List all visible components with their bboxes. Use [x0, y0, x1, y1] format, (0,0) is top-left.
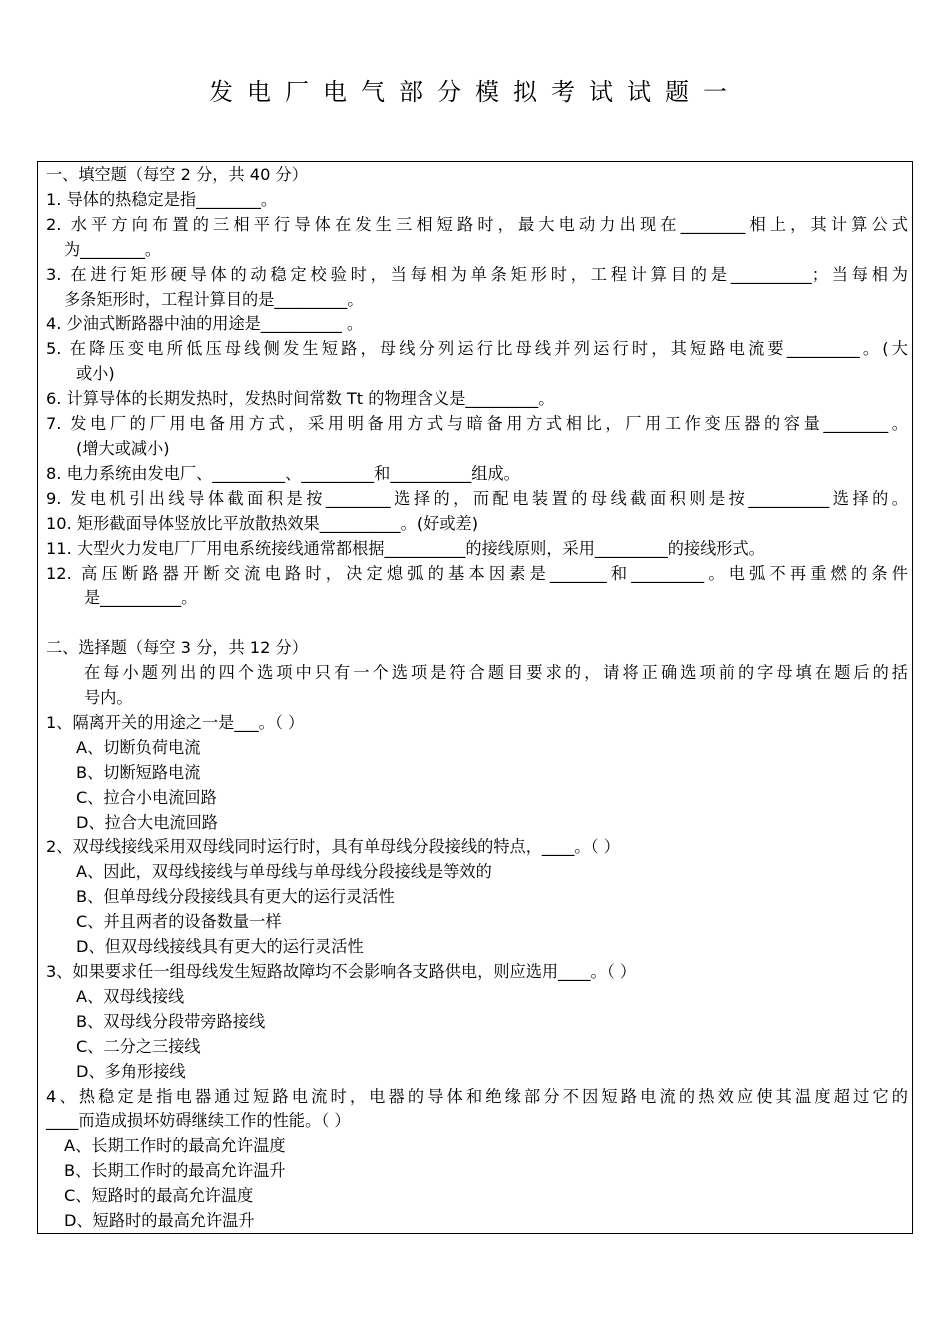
choice-option: C、二分之三接线	[76, 1036, 201, 1056]
choice-question-stem: ____而造成损坏妨碍继续工作的性能。（ ）	[46, 1111, 351, 1131]
choice-option: C、拉合小电流回路	[76, 787, 217, 807]
question-line: 12. 高压断路器开断交流电路时，决定熄弧的基本因素是_______和_________。电弧不再重燃的条件	[46, 563, 908, 583]
choice-option: C、短路时的最高允许温度	[64, 1186, 254, 1206]
question-line: 10. 矩形截面导体竖放比平放散热效果__________。(好或差)	[46, 513, 479, 533]
question-line: 或小)	[76, 364, 115, 384]
choice-option: B、双母线分段带旁路接线	[76, 1011, 266, 1031]
section-heading-choice: 二、选择题（每空 3 分，共 12 分）	[46, 638, 308, 658]
choice-option: D、短路时的最高允许温升	[64, 1211, 255, 1231]
question-line: 5. 在降压变电所低压母线侧发生短路，母线分列运行比母线并列运行时，其短路电流要_________。(大	[46, 339, 908, 359]
page-title: 发电厂电气部分模拟考试试题一	[209, 78, 741, 106]
choice-question-stem: 3、如果要求任一组母线发生短路故障均不会影响各支路供电，则应选用____。（ ）	[46, 961, 637, 981]
choice-option: C、并且两者的设备数量一样	[76, 912, 282, 932]
choice-question-stem: 4、热稳定是指电器通过短路电流时，电器的导体和绝缘部分不因短路电流的热效应使其温度超过它的	[46, 1086, 908, 1106]
choice-option: A、长期工作时的最高允许温度	[64, 1136, 286, 1156]
choice-option: D、拉合大电流回路	[76, 812, 218, 832]
question-line: 1. 导体的热稳定是指________。	[46, 189, 278, 209]
question-line: 多条矩形时，工程计算目的是_________。	[64, 289, 364, 309]
instructions-line: 在每小题列出的四个选项中只有一个选项是符合题目要求的，请将正确选项前的字母填在题后的括	[84, 663, 908, 683]
question-line: 2. 水平方向布置的三相平行导体在发生三相短路时，最大电动力出现在________相上，其计算公式	[46, 214, 908, 234]
question-line: 9. 发电机引出线导体截面积是按________选择的，而配电装置的母线截面积则是按__________选择的。	[46, 488, 908, 508]
question-line: 7. 发电厂的厂用电备用方式，采用明备用方式与暗备用方式相比，厂用工作变压器的容量________。	[46, 414, 908, 434]
choice-option: B、长期工作时的最高允许温升	[64, 1161, 286, 1181]
question-line: 4. 少油式断路器中油的用途是__________ 。	[46, 314, 364, 334]
choice-question-stem: 1、隔离开关的用途之一是___。（ ）	[46, 712, 305, 732]
choice-option: A、双母线接线	[76, 986, 185, 1006]
question-line: 3. 在进行矩形硬导体的动稳定校验时，当每相为单条矩形时，工程计算目的是__________；当每相为	[46, 264, 908, 284]
question-line: (增大或减小)	[76, 438, 170, 458]
choice-option: B、切断短路电流	[76, 762, 201, 782]
choice-option: A、因此，双母线接线与单母线与单母线分段接线是等效的	[76, 862, 492, 882]
choice-question-stem: 2、双母线接线采用双母线同时运行时，具有单母线分段接线的特点，____。（ ）	[46, 837, 620, 857]
question-line: 是__________。	[84, 588, 198, 608]
section-spacer	[46, 611, 908, 636]
instructions-line: 号内。	[84, 688, 133, 708]
choice-option: B、但单母线分段接线具有更大的运行灵活性	[76, 887, 395, 907]
section-heading-fill-blank: 一、填空题（每空 2 分，共 40 分）	[46, 165, 308, 184]
choice-option: D、多角形接线	[76, 1061, 186, 1081]
question-line: 8. 电力系统由发电厂、_________、_________和__________组成。	[46, 463, 520, 483]
question-line: 为________。	[64, 239, 162, 259]
choice-option: D、但双母线接线具有更大的运行灵活性	[76, 937, 364, 957]
choice-option: A、切断负荷电流	[76, 737, 201, 757]
question-line: 6. 计算导体的长期发热时，发热时间常数 Tt 的物理含义是_________。	[46, 389, 555, 409]
question-line: 11. 大型火力发电厂厂用电系统接线通常都根据__________的接线原则，采用_________的接线形式。	[46, 538, 765, 558]
exam-content	[46, 163, 908, 1234]
